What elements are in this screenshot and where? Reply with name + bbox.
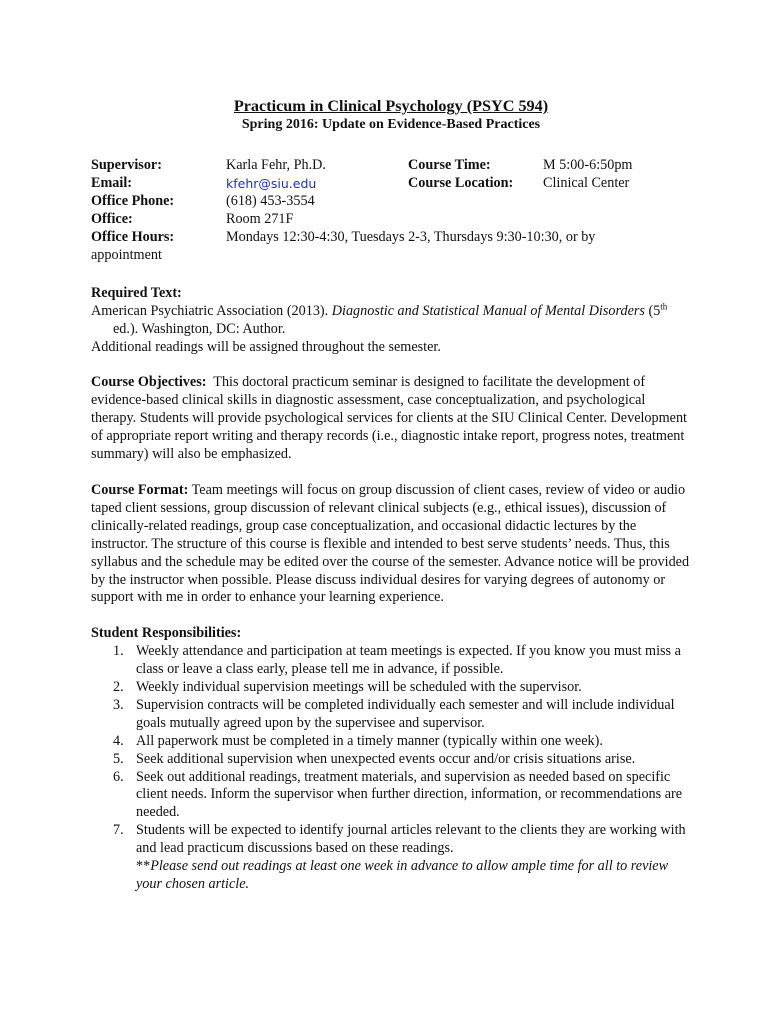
readings-note: Please send out readings at least one week in advance to allow ample time for all to review your chosen article. <box>136 858 669 892</box>
list-item-number: 1. <box>113 643 124 660</box>
supervisor-label: Supervisor: <box>91 156 162 173</box>
list-item-text: Weekly individual supervision meetings will be scheduled with the supervisor. <box>136 679 582 696</box>
list-item-text: All paperwork must be completed in a timely manner (typically within one week). <box>136 732 603 749</box>
list-item-text: Seek additional supervision when unexpected events occur and/or crisis situations arise. <box>136 750 636 767</box>
course-format-section <box>91 482 691 607</box>
responsibilities-list <box>91 643 691 894</box>
list-item-number: 2. <box>113 679 124 696</box>
office-phone-label: Office Phone: <box>91 192 175 209</box>
office-value: Room 271F <box>226 210 294 227</box>
student-responsibilities-heading: Student Responsibilities: <box>91 625 242 642</box>
list-item <box>91 697 691 733</box>
required-text-citation <box>91 300 691 339</box>
course-objectives-heading: Course Objectives: <box>91 374 207 391</box>
office-hours-value: Mondays 12:30-4:30, Tuesdays 2-3, Thursdays 9:30-10:30, or by <box>226 228 596 245</box>
office-hours-label: Office Hours: <box>91 228 175 245</box>
citation-title-cont: Disorders <box>588 302 645 319</box>
course-info <box>91 157 691 247</box>
student-responsibilities-section <box>91 625 691 894</box>
list-item-number: 4. <box>113 732 124 749</box>
required-text-heading: Required Text: <box>91 284 182 301</box>
list-item-text: Students will be expected to identify journal articles relevant to the clients they are working with and lead practicum discussions based on these readings. <box>136 822 686 857</box>
list-item-number: 7. <box>113 822 124 839</box>
office-hours-continued: appointment <box>91 246 162 263</box>
citation-edition-sup: th <box>660 300 668 311</box>
citation-edition: (5 <box>644 302 661 319</box>
list-item <box>91 643 691 679</box>
course-format-text: Team meetings will focus on group discussion of client cases, review of video or audio taped client sessions, group discussion of relevant clinical subjects (e.g., ethical issues), discussion of clinically-related readings, group case conceptualization, and occasional didactic lectures by the instructor. The structure of this course is flexible and intended to best serve students’ needs. Thus, this syllabus and the schedule may be edited over the course of the semester. Advance notice will be provided by the instructor when possible. Please discuss individual desires for varying degrees of autonomy or support with me in order to enhance your learning experience. <box>91 481 690 606</box>
list-item-text: Seek out additional readings, treatment materials, and supervision as needed based on specific client needs. Inform the supervisor when further direction, information, or recommendations are needed. <box>136 768 683 821</box>
course-format-heading: Course Format: <box>91 481 189 498</box>
list-item-number: 5. <box>113 750 124 767</box>
additional-readings-note: Additional readings will be assigned throughout the semester. <box>91 338 441 355</box>
list-item-text: Weekly attendance and participation at team meetings is expected. If you know you must miss a class or leave a class early, please tell me in advance, if possible. <box>136 643 681 678</box>
office-phone-value: (618) 453-3554 <box>226 192 315 209</box>
list-item <box>91 822 691 894</box>
list-item <box>91 733 691 751</box>
page-subtitle: Spring 2016: Update on Evidence-Based Practices <box>241 117 541 132</box>
citation-author: American Psychiatric Association (2013). <box>91 302 332 319</box>
course-time-label: Course Time: <box>408 156 491 173</box>
office-label: Office: <box>91 210 133 227</box>
syllabus-page <box>91 96 691 894</box>
required-text-section <box>91 285 691 357</box>
list-item <box>91 769 691 823</box>
list-item <box>91 679 691 697</box>
supervisor-value: Karla Fehr, Ph.D. <box>226 156 326 173</box>
course-time-value: M 5:00-6:50pm <box>543 156 633 173</box>
course-location-value: Clinical Center <box>543 174 630 191</box>
citation-publisher: ed.). Washington, DC: Author. <box>113 320 286 337</box>
page-title: Practicum in Clinical Psychology (PSYC 594) <box>233 97 549 115</box>
course-objectives-text: This doctoral practicum seminar is designed to facilitate the development of evidence-based clinical skills in diagnostic assessment, case conceptualization, and psychological therapy. Students will provide psychological services for clients at the SIU Clinical Center. Development of appropriate report writing and therapy records (i.e., diagnostic intake report, progress notes, treatment summary) will also be emphasized. <box>91 374 687 463</box>
note-asterisks: ** <box>136 858 151 875</box>
citation-title: Diagnostic and Statistical Manual of Mental <box>331 302 586 319</box>
email-label: Email: <box>91 174 132 191</box>
course-objectives-section <box>91 374 691 464</box>
course-location-label: Course Location: <box>408 174 514 191</box>
email-link[interactable]: kfehr@siu.edu <box>226 175 317 191</box>
list-item-text: Supervision contracts will be completed individually each semester and will include individual goals mutually agreed upon by the supervisee and supervisor. <box>136 696 675 731</box>
list-item <box>91 751 691 769</box>
list-item-number: 6. <box>113 768 124 785</box>
list-item-number: 3. <box>113 696 124 713</box>
